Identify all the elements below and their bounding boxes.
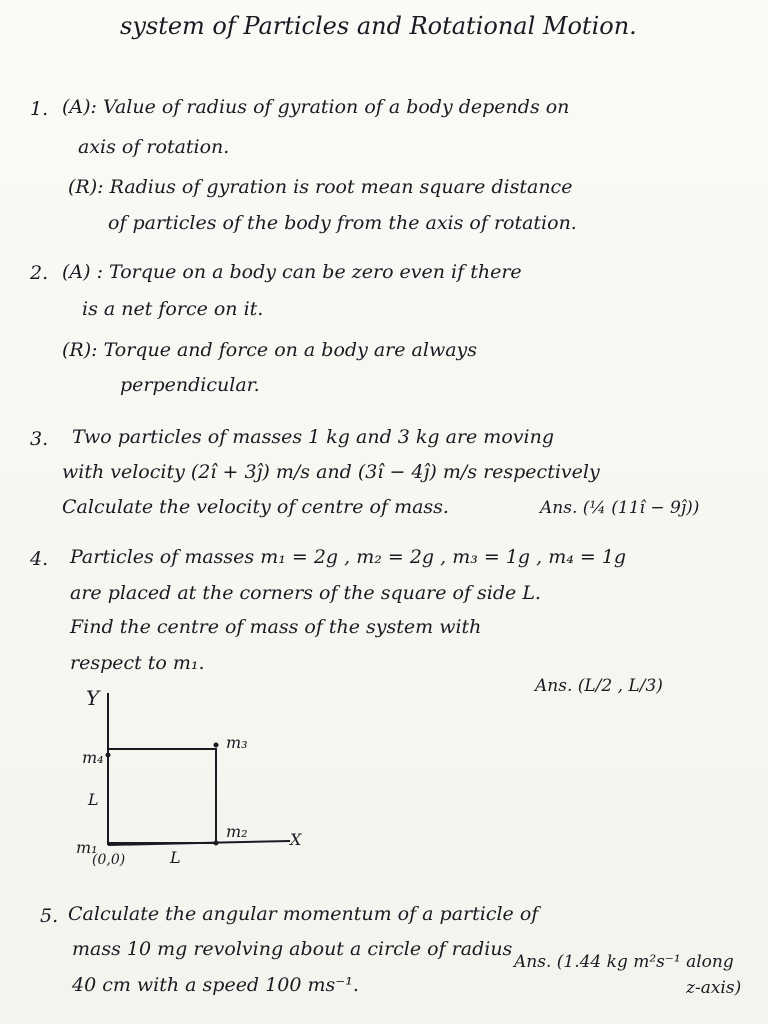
q2-assertion-line2: is a net force on it. bbox=[82, 298, 264, 320]
q5-answer-line1: Ans. (1.44 kg m²s⁻¹ along bbox=[514, 952, 734, 972]
m4-label: m₄ bbox=[82, 748, 104, 767]
page-title: system of Particles and Rotational Motion. bbox=[120, 12, 637, 40]
q4-line3: Find the centre of mass of the system with bbox=[70, 616, 482, 638]
m4-point bbox=[106, 753, 111, 758]
side-label-left: L bbox=[88, 790, 99, 809]
q1-assertion-line1: (A): Value of radius of gyration of a body depends on bbox=[62, 96, 570, 118]
q3-number: 3. bbox=[30, 428, 49, 450]
side-label-bottom: L bbox=[170, 848, 181, 867]
q1-reason-line2: of particles of the body from the axis of rotation. bbox=[108, 212, 577, 234]
q5-line1: Calculate the angular momentum of a particle of bbox=[68, 903, 539, 925]
m3-point bbox=[214, 743, 219, 748]
q3-answer: Ans. (¼ (11î − 9ĵ)) bbox=[540, 498, 700, 518]
q4-line1: Particles of masses m₁ = 2g , m₂ = 2g , m₃ = 1g , m₄ = 1g bbox=[70, 546, 627, 568]
q2-number: 2. bbox=[30, 262, 49, 284]
square-outline bbox=[108, 749, 216, 843]
origin-label: (0,0) bbox=[92, 852, 126, 868]
q4-line2: are placed at the corners of the square of side L. bbox=[70, 582, 541, 604]
m1-label: m₁ bbox=[76, 838, 98, 857]
q5-answer-line2: z-axis) bbox=[686, 978, 742, 998]
q4-line4: respect to m₁. bbox=[70, 652, 205, 674]
q3-line1: Two particles of masses 1 kg and 3 kg are moving bbox=[72, 426, 554, 448]
m3-label: m₃ bbox=[226, 733, 248, 752]
square-diagram bbox=[60, 685, 320, 875]
q2-assertion-line1: (A) : Torque on a body can be zero even if there bbox=[62, 261, 522, 283]
q1-number: 1. bbox=[30, 98, 49, 120]
q5-number: 5. bbox=[40, 905, 59, 927]
q5-line2: mass 10 mg revolving about a circle of radius bbox=[72, 938, 513, 960]
y-axis-label: Y bbox=[86, 686, 100, 710]
q2-reason-line1: (R): Torque and force on a body are always bbox=[62, 339, 478, 361]
q3-line3: Calculate the velocity of centre of mass. bbox=[62, 496, 449, 518]
q1-reason-line1: (R): Radius of gyration is root mean square distance bbox=[68, 176, 573, 198]
q5-line3: 40 cm with a speed 100 ms⁻¹. bbox=[72, 974, 359, 996]
q4-number: 4. bbox=[30, 548, 49, 570]
m2-point bbox=[214, 841, 219, 846]
q1-assertion-line2: axis of rotation. bbox=[78, 136, 230, 158]
m2-label: m₂ bbox=[226, 822, 248, 841]
q3-line2: with velocity (2î + 3ĵ) m/s and (3î − 4ĵ) m/s respectively bbox=[62, 461, 600, 483]
q2-reason-line2: perpendicular. bbox=[120, 374, 260, 396]
q4-answer: Ans. (L/2 , L/3) bbox=[535, 676, 663, 696]
x-axis-label: X bbox=[290, 830, 302, 849]
